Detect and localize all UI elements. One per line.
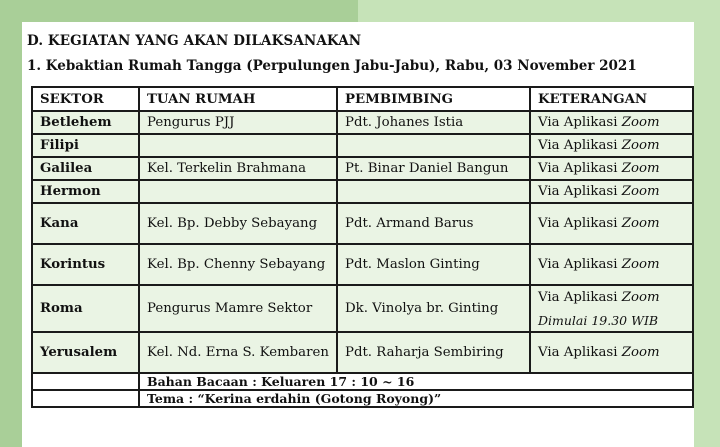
tema: Tema : “Kerina erdahin (Gotong Royong)” xyxy=(139,390,693,407)
cell-keterangan xyxy=(530,203,693,244)
cell-keterangan xyxy=(530,332,693,373)
cell-sektor: Kana xyxy=(32,203,139,244)
keterangan-app: Zoom xyxy=(621,138,660,153)
keterangan-app: Zoom xyxy=(621,257,660,272)
cell-pembimbing: Pdt. Johanes Istia xyxy=(337,111,530,134)
keterangan-prefix: Via Aplikasi xyxy=(538,216,618,231)
header-keterangan: KETERANGAN xyxy=(530,87,693,111)
cell-keterangan xyxy=(530,244,693,285)
cell-tuan-rumah: Kel. Bp. Debby Sebayang xyxy=(139,203,337,244)
cell-keterangan xyxy=(530,111,693,134)
table-row xyxy=(32,244,693,285)
table-row xyxy=(32,111,693,134)
cell-sektor: Filipi xyxy=(32,134,139,157)
cell-keterangan xyxy=(530,180,693,203)
cell-sektor: Galilea xyxy=(32,157,139,180)
schedule-table xyxy=(31,86,694,408)
header-tuan-rumah: TUAN RUMAH xyxy=(139,87,337,111)
keterangan-prefix: Via Aplikasi xyxy=(538,115,618,130)
tema-row xyxy=(32,390,693,407)
cell-pembimbing: Pdt. Armand Barus xyxy=(337,203,530,244)
table-row xyxy=(32,203,693,244)
keterangan-prefix: Via Aplikasi xyxy=(538,138,618,153)
header-pembimbing: PEMBIMBING xyxy=(337,87,530,111)
cell-tuan-rumah: Kel. Nd. Erna S. Kembaren xyxy=(139,332,337,373)
cell-pembimbing: Pdt. Raharja Sembiring xyxy=(337,332,530,373)
keterangan-app: Zoom xyxy=(621,115,660,130)
cell-sektor: Hermon xyxy=(32,180,139,203)
cell-tuan-rumah: Kel. Bp. Chenny Sebayang xyxy=(139,244,337,285)
keterangan-app: Zoom xyxy=(621,216,660,231)
keterangan-app: Zoom xyxy=(621,345,660,360)
table-row xyxy=(32,332,693,373)
cell-sektor: Betlehem xyxy=(32,111,139,134)
table-header-row xyxy=(32,87,693,111)
bahan-bacaan: Bahan Bacaan : Keluaren 17 : 10 ~ 16 xyxy=(139,373,693,390)
footer-blank-cell xyxy=(32,373,139,390)
keterangan-app: Zoom xyxy=(621,161,660,176)
footer-blank-cell xyxy=(32,390,139,407)
keterangan-prefix: Via Aplikasi xyxy=(538,257,618,272)
table-row xyxy=(32,180,693,203)
event-title: 1. Kebaktian Rumah Tangga (Perpulungen Jabu-Jabu), Rabu, 03 November 2021 xyxy=(27,58,637,74)
background-panel-right xyxy=(694,0,720,447)
keterangan-prefix: Via Aplikasi xyxy=(538,184,618,199)
table-row xyxy=(32,285,693,332)
cell-tuan-rumah xyxy=(139,134,337,157)
cell-keterangan xyxy=(530,157,693,180)
bahan-bacaan-row xyxy=(32,373,693,390)
cell-pembimbing: Pdt. Maslon Ginting xyxy=(337,244,530,285)
header-sektor: SEKTOR xyxy=(32,87,139,111)
keterangan-prefix: Via Aplikasi xyxy=(538,345,618,360)
cell-tuan-rumah: Pengurus Mamre Sektor xyxy=(139,285,337,332)
keterangan-app: Zoom xyxy=(621,290,660,305)
cell-pembimbing xyxy=(337,180,530,203)
table-row xyxy=(32,157,693,180)
keterangan-note: Dimulai 19.30 WIB xyxy=(538,313,659,328)
cell-tuan-rumah: Pengurus PJJ xyxy=(139,111,337,134)
cell-sektor: Korintus xyxy=(32,244,139,285)
keterangan-line xyxy=(538,286,685,310)
section-title: D. KEGIATAN YANG AKAN DILAKSANAKAN xyxy=(27,33,362,49)
table-row xyxy=(32,134,693,157)
keterangan-prefix: Via Aplikasi xyxy=(538,161,618,176)
cell-pembimbing: Pt. Binar Daniel Bangun xyxy=(337,157,530,180)
background-panel-top xyxy=(358,0,720,22)
cell-pembimbing: Dk. Vinolya br. Ginting xyxy=(337,285,530,332)
keterangan-app: Zoom xyxy=(621,184,660,199)
cell-pembimbing xyxy=(337,134,530,157)
cell-keterangan xyxy=(530,285,693,332)
cell-keterangan xyxy=(530,134,693,157)
keterangan-prefix: Via Aplikasi xyxy=(538,290,618,305)
cell-sektor: Yerusalem xyxy=(32,332,139,373)
cell-tuan-rumah xyxy=(139,180,337,203)
cell-sektor: Roma xyxy=(32,285,139,332)
cell-tuan-rumah: Kel. Terkelin Brahmana xyxy=(139,157,337,180)
